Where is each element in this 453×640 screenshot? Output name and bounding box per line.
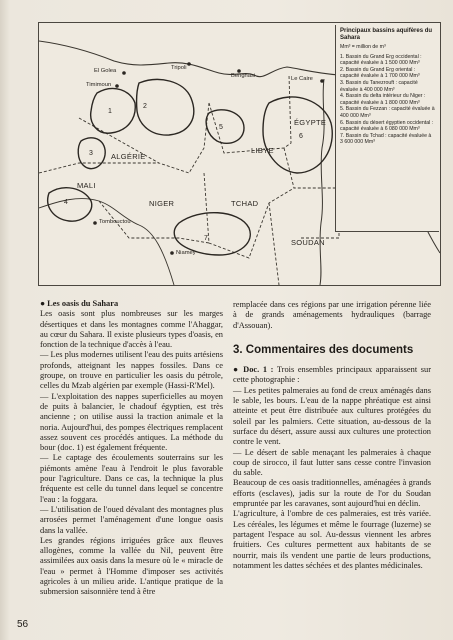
city-dot-timimoun bbox=[115, 84, 119, 88]
label-timimoun: Timimoun bbox=[86, 82, 112, 88]
basin-number-5: 5 bbox=[219, 124, 223, 131]
basin-1-outline bbox=[91, 88, 136, 133]
paragraph: remplacée dans ces régions par une irrigation pérenne liée à de grands aménagements hydrauliques (barrage d'Assouan). bbox=[233, 300, 431, 330]
legend-item: 7. Bassin du Tchad : capacité évaluée à 3 600 000 Mm³ bbox=[340, 132, 432, 146]
basin-number-1: 1 bbox=[108, 108, 112, 115]
sahara-aquifer-map bbox=[38, 22, 441, 286]
map-legend bbox=[335, 25, 439, 232]
basin-number-6: 6 bbox=[299, 133, 303, 140]
paragraph: — L'utilisation de l'oued dévalant des montagnes plus arrosées permet l'aménagement d'une longue oasis dans la vallée. bbox=[40, 504, 223, 535]
city-dot-tombouctou bbox=[93, 221, 97, 225]
legend-item: 1. Bassin du Grand Erg occidental : capacité évaluée à 1 500 000 Mm³ bbox=[340, 53, 422, 67]
legend-item: 2. Bassin du Grand Erg oriental : capacité évaluée à 1 700 000 Mm³ bbox=[340, 66, 420, 80]
border-tchad-soudan bbox=[269, 203, 279, 285]
basin-7-outline bbox=[174, 213, 250, 255]
paragraph: Beaucoup de ces oasis traditionnelles, aménagées à grands efforts (esclaves), jadis sur la route de l'or du Soudan empruntée par les caravanes, sont aujourd'hui en déclin. bbox=[233, 478, 431, 509]
legend-unit: Mm³ = million de m³ bbox=[340, 44, 386, 50]
left-column bbox=[40, 299, 223, 598]
basin-number-2: 2 bbox=[143, 103, 147, 110]
mediterranean-coast bbox=[39, 41, 339, 77]
basin-4-outline bbox=[48, 188, 92, 222]
label-tombouctou: Tombouctou bbox=[99, 219, 131, 225]
paragraph: — Les petites palmeraies au fond de creux aménagés dans le sable, les bours. L'eau de la nappe phréatique est ainsi atteinte et peut être distribuée aux cultures protégées du soleil par les palmiers. Cette situation, au-dessous de la surface du désert, assure aussi aux cultures une protection contre le vent. bbox=[233, 385, 431, 447]
paragraph: — Le désert de sable menaçant les palmeraies à chaque coup de sirocco, il faut lutter sans cesse contre l'invasion du sable. bbox=[233, 447, 431, 478]
label-tripoli: Tripoli bbox=[171, 65, 187, 71]
paragraph: — Les plus modernes utilisent l'eau des puits artésiens profonds, atteignant les nappes fossiles. Dans ce groupe, on trouve en particulier les oasis du pétrole, celles du Mzab algérien par exemple (Hassi-R'Mel). bbox=[40, 350, 223, 391]
city-dot-tripoli bbox=[187, 62, 191, 66]
section-title: 3. Commentaires des documents bbox=[233, 343, 414, 356]
paragraph-doc1: ● Doc. 1 : Trois ensembles principaux apparaissent sur cette photographie : bbox=[233, 365, 431, 385]
country-libye: LIBYE bbox=[251, 146, 274, 155]
border-niger-tchad bbox=[204, 173, 294, 258]
label-le-caire: Le Caire bbox=[291, 76, 313, 82]
country-egypte: ÉGYPTE bbox=[294, 118, 327, 127]
aquifer-basins bbox=[48, 79, 333, 255]
basin-5-outline bbox=[206, 110, 244, 143]
section-heading-oasis: ● Les oasis du Sahara bbox=[40, 299, 119, 308]
legend-item: 4. Bassin du delta intérieur du Niger : capacité évaluée à 1 800 000 Mm³ bbox=[340, 93, 426, 106]
legend-item: 5. Bassin du Fezzan : capacité évaluée à 400 000 Mm³ bbox=[340, 106, 435, 119]
city-dot-le-caire bbox=[320, 79, 324, 83]
page-number: 56 bbox=[17, 619, 29, 630]
country-niger: NIGER bbox=[149, 199, 175, 208]
border-mali-north bbox=[39, 163, 159, 173]
oasis-heading: Les oasis du Sahara bbox=[47, 299, 119, 308]
basin-number-3: 3 bbox=[89, 150, 93, 157]
paragraph: Les grandes régions irriguées grâce aux fleuves allogènes, comme la vallée du Nil, peuvent être assimilées aux oasis dans la mesure où le « miracle de l'eau » permet à l'Homme d'imposer ses activités agricoles à un milieu aride. L'antique pratique de la submersion saisonnière tend à être bbox=[40, 535, 223, 597]
niger-river bbox=[39, 199, 174, 285]
country-soudan: SOUDAN bbox=[291, 238, 325, 247]
country-algerie: ALGÉRIE bbox=[111, 152, 146, 161]
legend-title: Principaux bassins aquifères du Sahara bbox=[340, 28, 433, 41]
label-niamey: Niamey bbox=[176, 250, 196, 256]
border-algeria-south bbox=[79, 103, 209, 173]
city-dot-niamey bbox=[170, 251, 174, 255]
country-mali: MALI bbox=[77, 181, 96, 190]
border-libya-south bbox=[284, 143, 339, 188]
paragraph: — Le captage des écoulements souterrains sur les piémonts amène l'eau à l'endroit le plus favorable pour l'agriculture. Dans ce cas, la technique la plus fréquente est celle du tunnel dans lequel se concentre l'eau : la foggara. bbox=[40, 453, 223, 504]
doc1-label: Doc. 1 : bbox=[243, 365, 274, 375]
label-benghasi: Benghasi bbox=[231, 73, 256, 79]
paragraph: L'agriculture, à l'ombre de ces palmeraies, est très variée. Les céréales, les légumes et même le fourrage (luzerne) se partagent l'espace au sol. Au-dessus viennent les arbres fruitiers. Ces cultures permettent aux habitants de se nourrir, mais ils vendent une partie de leurs productions, notamment les dattes séchées et des plantes médicinales. bbox=[233, 509, 431, 570]
border-libya-algeria-egypt bbox=[209, 75, 291, 153]
country-tchad: TCHAD bbox=[231, 199, 259, 208]
city-dot-el-golea bbox=[122, 71, 126, 75]
basin-6-outline bbox=[263, 97, 332, 173]
basin-number-4: 4 bbox=[64, 199, 68, 206]
legend-item: 6. Bassin du désert égyptien occidental : capacité évaluée à 6 080 000 Mm³ bbox=[340, 119, 434, 133]
doc1-text: Trois ensembles principaux apparaissent sur cette photographie : bbox=[233, 365, 431, 385]
legend-item: 3. Bassin du Tanezrouft : capacité évaluée à 400 000 Mm³ bbox=[340, 79, 418, 93]
basin-number-7: 7 bbox=[204, 235, 208, 242]
label-el-golea: El Golea bbox=[94, 68, 117, 74]
paragraph: Les oasis sont plus nombreuses sur les marges désertiques et dans les montagnes comme l'Ahaggar, au cœur du Sahara. Il existe plusieurs types d'oasis, en fonction de la technique d'accès à l'eau. bbox=[40, 309, 223, 350]
paragraph: — L'exploitation des nappes superficielles au moyen de puits à balancier, le chadouf égyptien, est très ancienne ; on utilise aussi la traction animale et la noria. Aujourd'hui, des pompes électriques remplacent assez souvent ces procédés antiques. La méthode du bour (doc. 1) est également fréquente. bbox=[40, 391, 223, 453]
right-column bbox=[233, 300, 431, 571]
